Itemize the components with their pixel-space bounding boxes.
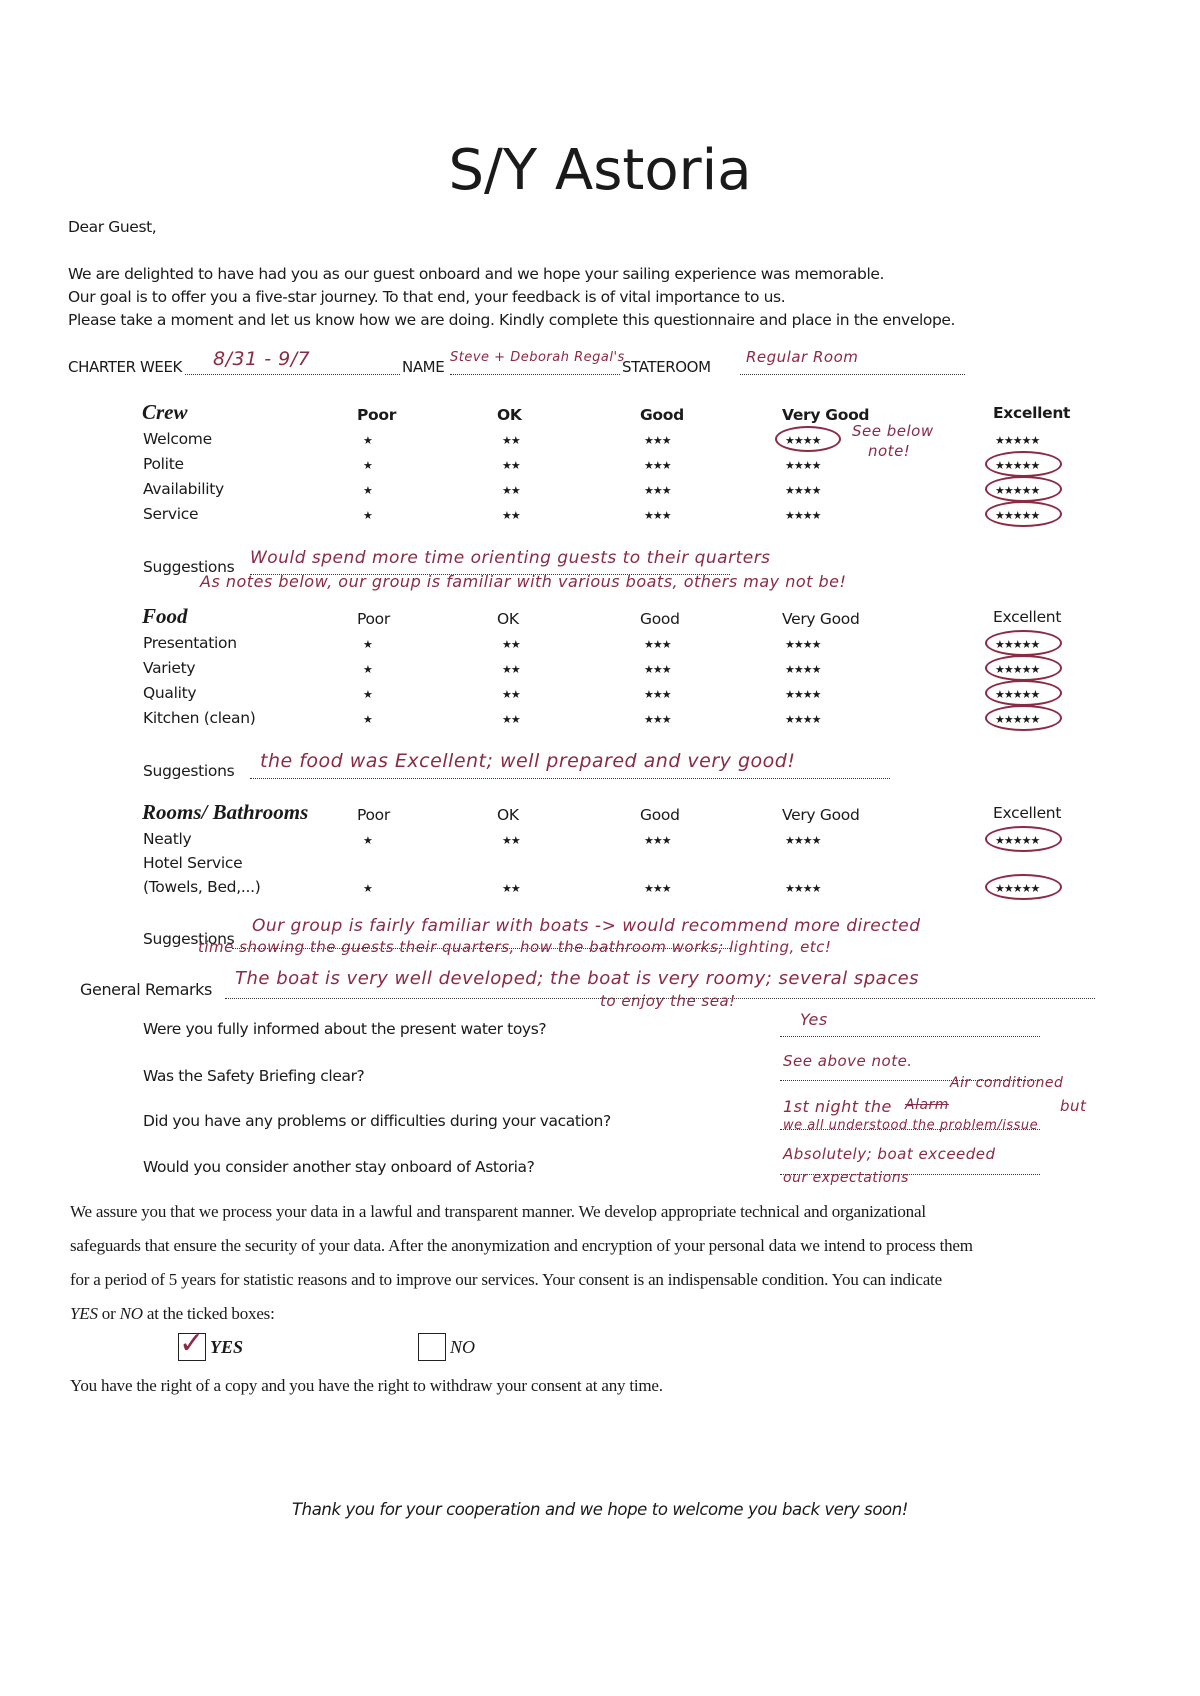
rating-option-good[interactable]: ★★★ [644, 435, 671, 447]
rating-option-poor[interactable]: ★ [363, 714, 372, 726]
rooms-suggestions-line-1: Our group is fairly familiar with boats -> would recommend more directed [252, 916, 921, 936]
rating-row-label: Hotel Service [143, 854, 243, 872]
consent-yes-label: YES [210, 1337, 244, 1357]
rating-option-very-good[interactable]: ★★★★ [785, 883, 821, 895]
rating-option-excellent[interactable]: ★★★★★ [995, 435, 1040, 447]
rating-option-excellent[interactable]: ★★★★★ [995, 835, 1040, 847]
rating-option-ok[interactable]: ★★ [502, 460, 520, 472]
rating-option-ok[interactable]: ★★ [502, 639, 520, 651]
food-section-title: Food [142, 604, 188, 628]
rating-option-good[interactable]: ★★★ [644, 460, 671, 472]
question-safety-briefing: Was the Safety Briefing clear? [143, 1067, 365, 1085]
rating-option-very-good[interactable]: ★★★★ [785, 460, 821, 472]
food-col-excellent: Excellent [993, 608, 1062, 626]
rating-row-label: Presentation [143, 634, 237, 652]
rating-row-label: Neatly [143, 830, 192, 848]
crew-margin-note-line-2: note! [868, 442, 911, 460]
rating-option-ok[interactable]: ★★ [502, 664, 520, 676]
question-water-toys: Were you fully informed about the present water toys? [143, 1020, 547, 1038]
consent-yes-checkbox[interactable] [178, 1326, 206, 1361]
checkmark-icon: ✓ [179, 1326, 205, 1361]
rating-option-excellent[interactable]: ★★★★★ [995, 883, 1040, 895]
rating-option-very-good[interactable]: ★★★★ [785, 639, 821, 651]
selected-rating-circle [985, 826, 1062, 852]
rating-option-good[interactable]: ★★★ [644, 689, 671, 701]
rating-option-very-good[interactable]: ★★★★ [785, 435, 821, 447]
indicate-rest: at the ticked boxes: [142, 1304, 275, 1323]
intro-line-2: Our goal is to offer you a five-star journey. To that end, your feedback is of vital importance to us. [68, 288, 786, 306]
rating-option-excellent[interactable]: ★★★★★ [995, 664, 1040, 676]
food-col-very-good: Very Good [782, 610, 860, 628]
rating-option-excellent[interactable]: ★★★★★ [995, 689, 1040, 701]
crew-col-good: Good [640, 406, 684, 424]
legal-line-4 [70, 1297, 275, 1331]
rating-option-poor[interactable]: ★ [363, 883, 372, 895]
selected-rating-circle [985, 874, 1062, 900]
consent-no-checkbox[interactable] [418, 1333, 446, 1361]
name-label: NAME [402, 358, 445, 376]
rating-option-excellent[interactable]: ★★★★★ [995, 639, 1040, 651]
rating-option-ok[interactable]: ★★ [502, 835, 520, 847]
answer-another-stay-line-1: Absolutely; boat exceeded [783, 1145, 996, 1163]
rating-option-poor[interactable]: ★ [363, 485, 372, 497]
rating-option-very-good[interactable]: ★★★★ [785, 835, 821, 847]
crew-suggestions-line-2: As notes below, our group is familiar with various boats, others may not be! [200, 572, 847, 591]
name-field[interactable] [450, 350, 625, 375]
rooms-col-excellent: Excellent [993, 804, 1062, 822]
legal-line-2: safeguards that ensure the security of your data. After the anonymization and encryption of your personal data we intend to process them [70, 1236, 973, 1255]
rating-row-label: (Towels, Bed,...) [143, 878, 261, 896]
rating-option-ok[interactable]: ★★ [502, 510, 520, 522]
consent-no-label: NO [450, 1337, 476, 1357]
crew-margin-note-line-1: See below [852, 422, 934, 440]
indicate-or: or [97, 1304, 120, 1323]
rooms-suggestions-label: Suggestions [143, 930, 235, 948]
answer-problems-struck-word: Alarm [905, 1097, 949, 1113]
question-another-stay: Would you consider another stay onboard of Astoria? [143, 1158, 535, 1176]
indicate-no: NO [119, 1304, 143, 1323]
food-col-good: Good [640, 610, 680, 628]
selected-rating-circle [775, 426, 841, 452]
rating-option-very-good[interactable]: ★★★★ [785, 714, 821, 726]
selected-rating-circle [985, 476, 1062, 502]
rating-option-excellent[interactable]: ★★★★★ [995, 714, 1040, 726]
charter-week-value: 8/31 - 9/7 [213, 348, 311, 370]
answer-problems-insert: Air conditioned [950, 1075, 1064, 1091]
stateroom-field[interactable] [740, 348, 965, 375]
stateroom-label: STATEROOM [622, 358, 711, 376]
rating-option-good[interactable]: ★★★ [644, 714, 671, 726]
rating-row-label: Polite [143, 455, 184, 473]
thank-you-footer: Thank you for your cooperation and we hope to welcome you back very soon! [291, 1500, 909, 1519]
food-col-poor: Poor [357, 610, 390, 628]
rating-option-ok[interactable]: ★★ [502, 689, 520, 701]
answer-safety-briefing: See above note. [783, 1052, 913, 1070]
rating-option-good[interactable]: ★★★ [644, 485, 671, 497]
intro-line-1: We are delighted to have had you as our guest onboard and we hope your sailing experience was memorable. [68, 265, 885, 283]
rating-option-ok[interactable]: ★★ [502, 435, 520, 447]
rooms-col-very-good: Very Good [782, 806, 860, 824]
rating-option-very-good[interactable]: ★★★★ [785, 664, 821, 676]
crew-col-ok: OK [497, 406, 522, 424]
rating-row-label: Quality [143, 684, 197, 702]
rating-option-poor[interactable]: ★ [363, 835, 372, 847]
rating-option-good[interactable]: ★★★ [644, 510, 671, 522]
rooms-section-title: Rooms/ Bathrooms [142, 800, 309, 824]
rooms-col-good: Good [640, 806, 680, 824]
rating-option-ok[interactable]: ★★ [502, 485, 520, 497]
rating-row-label: Service [143, 505, 199, 523]
answer-problems-but: but [1060, 1097, 1087, 1115]
answer-another-stay-line-2: our expectations [783, 1170, 909, 1186]
charter-week-field[interactable] [185, 348, 400, 375]
rooms-suggestions-line-2: time showing the guests their quarters, how the bathroom works; lighting, etc! [198, 938, 832, 956]
stateroom-value: Regular Room [746, 348, 859, 366]
crew-col-poor: Poor [357, 406, 397, 424]
rating-option-poor[interactable]: ★ [363, 510, 372, 522]
rating-option-excellent[interactable]: ★★★★★ [995, 485, 1040, 497]
rating-option-ok[interactable]: ★★ [502, 883, 520, 895]
document-title: S/Y Astoria [448, 138, 752, 203]
rating-row-label: Variety [143, 659, 196, 677]
selected-rating-circle [985, 451, 1062, 477]
charter-week-label: CHARTER WEEK [68, 358, 182, 376]
rating-option-good[interactable]: ★★★ [644, 835, 671, 847]
rating-option-excellent[interactable]: ★★★★★ [995, 460, 1040, 472]
rating-option-good[interactable]: ★★★ [644, 883, 671, 895]
rating-option-very-good[interactable]: ★★★★ [785, 510, 821, 522]
indicate-yes: YES [70, 1304, 98, 1323]
legal-line-3: for a period of 5 years for statistic reasons and to improve our services. Your consent is an indispensable condition. You can indicate [70, 1270, 942, 1289]
intro-line-3: Please take a moment and let us know how we are doing. Kindly complete this questionnaire and place in the envelope. [68, 311, 956, 329]
greeting: Dear Guest, [68, 218, 157, 236]
selected-rating-circle [985, 680, 1062, 706]
answer-water-toys: Yes [800, 1010, 828, 1029]
rating-option-poor[interactable]: ★ [363, 639, 372, 651]
rooms-col-poor: Poor [357, 806, 390, 824]
general-remarks-line-1: The boat is very well developed; the boat is very roomy; several spaces [235, 968, 920, 989]
answer-problems-line-2: we all understood the problem/issue [783, 1118, 1039, 1133]
rating-option-very-good[interactable]: ★★★★ [785, 689, 821, 701]
withdraw-consent-text: You have the right of a copy and you have the right to withdraw your consent at any time. [70, 1376, 663, 1395]
name-value: Steve + Deborah Regal's [450, 350, 625, 365]
rooms-col-ok: OK [497, 806, 519, 824]
rating-option-poor[interactable]: ★ [363, 460, 372, 472]
question-problems: Did you have any problems or difficulties during your vacation? [143, 1112, 611, 1130]
rating-option-poor[interactable]: ★ [363, 664, 372, 676]
crew-col-excellent: Excellent [993, 404, 1071, 422]
selected-rating-circle [985, 655, 1062, 681]
rating-row-label: Welcome [143, 430, 212, 448]
selected-rating-circle [985, 630, 1062, 656]
answer-problems-line-1: 1st night the [783, 1097, 892, 1116]
rating-option-good[interactable]: ★★★ [644, 639, 671, 651]
food-suggestions-line-1: the food was Excellent; well prepared and very good! [260, 750, 796, 772]
selected-rating-circle [985, 501, 1062, 527]
rating-option-excellent[interactable]: ★★★★★ [995, 510, 1040, 522]
food-col-ok: OK [497, 610, 519, 628]
selected-rating-circle [985, 705, 1062, 731]
crew-col-very-good: Very Good [782, 406, 870, 424]
rating-row-label: Availability [143, 480, 224, 498]
crew-section-title: Crew [142, 400, 188, 424]
rating-row-label: Kitchen (clean) [143, 709, 256, 727]
crew-suggestions-label: Suggestions [143, 558, 235, 576]
rating-option-poor[interactable]: ★ [363, 435, 372, 447]
rating-option-good[interactable]: ★★★ [644, 664, 671, 676]
rating-option-poor[interactable]: ★ [363, 689, 372, 701]
general-remarks-label: General Remarks [80, 980, 212, 999]
rating-option-very-good[interactable]: ★★★★ [785, 485, 821, 497]
food-suggestions-label: Suggestions [143, 762, 235, 780]
legal-line-1: We assure you that we process your data in a lawful and transparent manner. We develop appropriate technical and organizational [70, 1202, 926, 1221]
general-remarks-line-2: to enjoy the sea! [600, 992, 736, 1010]
rating-option-ok[interactable]: ★★ [502, 714, 520, 726]
crew-suggestions-line-1: Would spend more time orienting guests to their quarters [250, 548, 771, 568]
